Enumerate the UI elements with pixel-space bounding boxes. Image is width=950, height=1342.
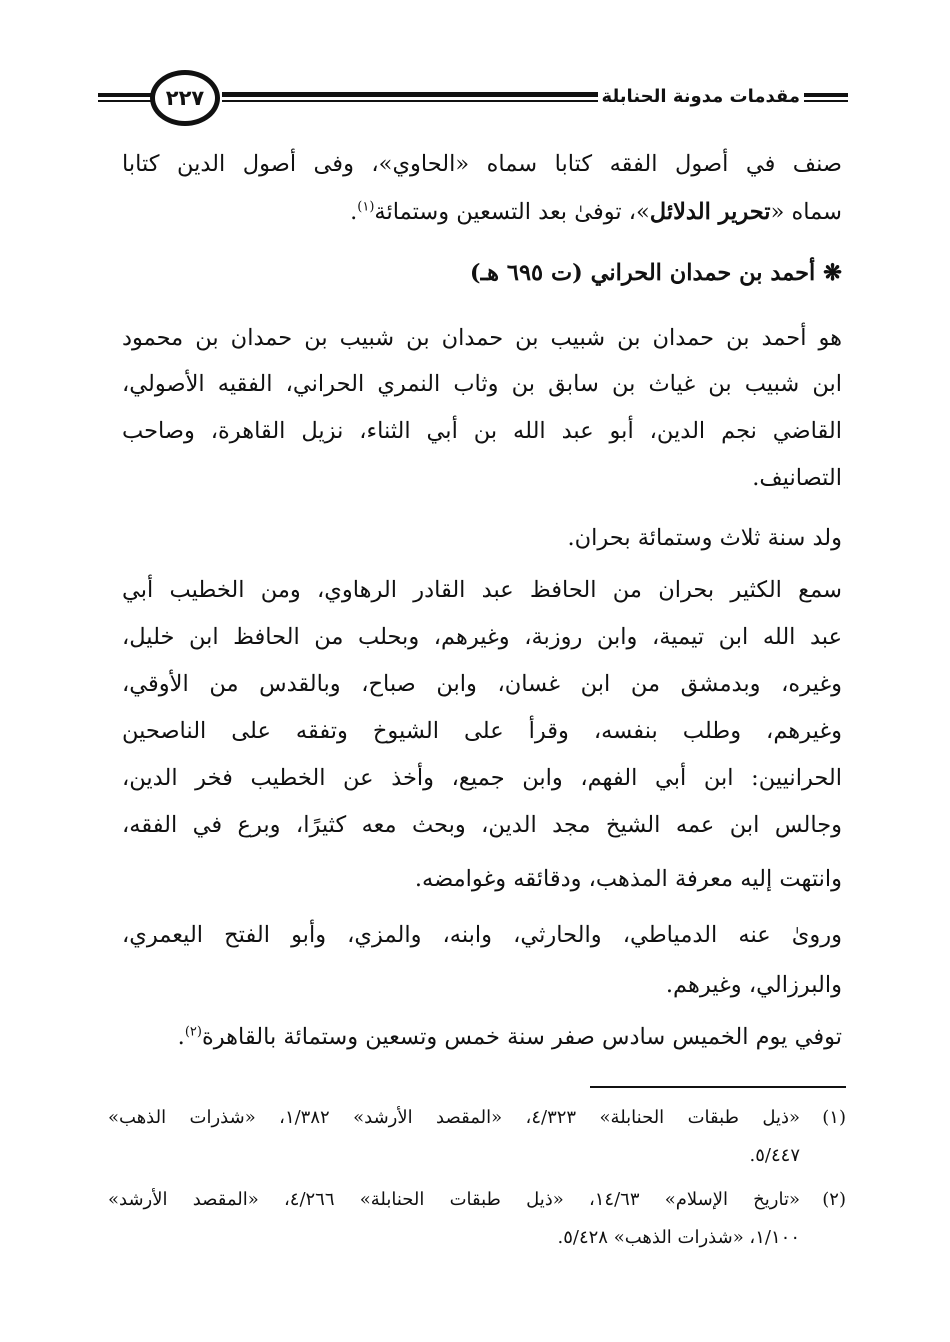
- footnote-line: «تاريخ الإسلام» ١٤/٦٣، «ذيل طبقات الحنابلة» ٤/٢٦٦، «المقصد الأرشد»: [108, 1189, 800, 1210]
- body-line: صنف في أصول الفقه كتابا سماه «الحاوي»، وفى أصول الدين كتابا: [122, 151, 842, 177]
- footnote-line: ٥/٤٤٧.: [749, 1145, 800, 1166]
- footnote-line: ١/١٠٠، «شذرات الذهب» ٥/٤٢٨.: [557, 1227, 800, 1248]
- section-heading: ❋ أحمد بن حمدان الحراني (ت ٦٩٥ هـ): [469, 260, 842, 286]
- body-line: والبرزالي، وغيرهم.: [665, 972, 842, 998]
- header-rule: [804, 100, 848, 102]
- footnote-line: «ذيل طبقات الحنابلة» ٤/٣٢٣، «المقصد الأرشد» ١/٣٨٢، «شذرات الذهب»: [108, 1107, 800, 1128]
- body-line: عبد الله ابن تيمية، وابن روزبة، وغيرهم، وبحلب من الحافظ ابن خليل،: [122, 624, 842, 650]
- footnote-ref[interactable]: (١): [357, 199, 375, 215]
- page-number-badge: [150, 70, 220, 126]
- body-line: ولد سنة ثلاث وستمائة بحران.: [567, 525, 842, 551]
- body-line: وجالس ابن عمه الشيخ مجد الدين، وبحث معه كثيرًا، وبرع في الفقه،: [122, 812, 842, 838]
- footnote-number: (١): [822, 1107, 846, 1128]
- body-line: سماه «تحرير الدلائل»، توفىٰ بعد التسعين وستمائة$^{(١)}$.: [350, 199, 842, 225]
- header-rule: [222, 92, 598, 97]
- footnote-number: (٢): [822, 1189, 846, 1210]
- body-line: التصانيف.: [752, 465, 842, 491]
- book-title: تحرير الدلائل: [649, 199, 771, 225]
- footnote-ref[interactable]: (٢): [184, 1024, 202, 1040]
- page-number: ٢٢٧: [165, 86, 205, 110]
- body-line: وغيرهم، وطلب بنفسه، وقرأ على الشيوخ وتفقه على الناصحين: [122, 718, 842, 744]
- body-line: توفي يوم الخميس سادس صفر سنة خمس وتسعين وستمائة بالقاهرة$^{(٢)}$.: [177, 1024, 842, 1050]
- running-title: مقدمات مدونة الحنابلة: [601, 86, 800, 107]
- body-line: هو أحمد بن حمدان بن شبيب بن حمدان بن شبيب بن حمدان بن محمود: [122, 325, 842, 351]
- header-rule: [222, 100, 598, 102]
- body-line: القاضي نجم الدين، أبو عبد الله بن أبي الثناء، نزيل القاهرة، وصاحب: [122, 418, 842, 444]
- body-line: وروىٰ عنه الدمياطي، والحارثي، وابنه، والمزي، وأبو الفتح اليعمري،: [122, 922, 842, 948]
- body-line: وانتهت إليه معرفة المذهب، ودقائقه وغوامضه.: [414, 866, 842, 892]
- footnote-rule: [590, 1086, 846, 1088]
- header-rule: [804, 93, 848, 97]
- body-line: الحرانيين: ابن أبي الفهم، وابن جميع، وأخذ عن الخطيب فخر الدين،: [122, 765, 842, 791]
- body-line: ابن شبيب بن غياث بن سابق بن وثاب النمري الحراني، الفقيه الأصولي،: [122, 371, 842, 397]
- body-line: سمع الكثير بحران من الحافظ عبد القادر الرهاوي، ومن الخطيب أبي: [122, 577, 842, 603]
- body-line: وغيره، وبدمشق من ابن غسان، وابن صباح، وبالقدس من الأوقي،: [122, 671, 842, 697]
